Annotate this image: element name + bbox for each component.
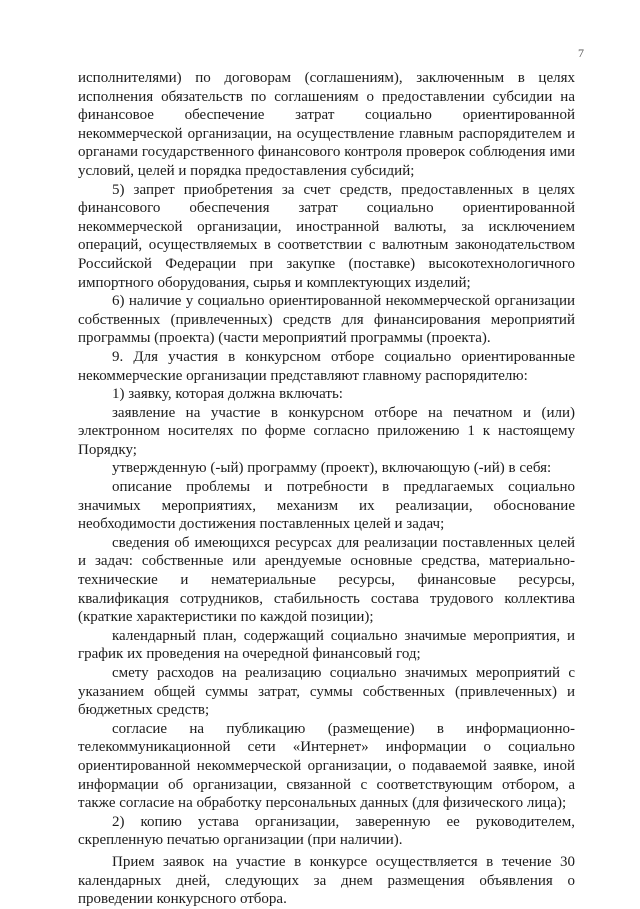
paragraph-cost-estimate: смету расходов на реализацию социально значимых мероприятий с указанием общей суммы затрат, суммы собственных (привлеченных) и бюджетных средств; <box>78 665 575 719</box>
paragraph-item-5: 5) запрет приобретения за счет средств, предоставленных в целях финансового обеспечения затрат социально ориентированной некоммерческой организации, иностранной валюты, за исключением операций, осуществляемых в соответствии с валютным законодательством Российской Федерации при закупке (поставке) высокотехнологичного импортного оборудования, сырья и комплектующих изделий; <box>78 181 575 291</box>
paragraph-continuation: исполнителями) по договорам (соглашениям), заключенным в целях исполнения обязательств по соглашениям о предоставлении субсидии на финансовое обеспечение затрат социально ориентированной некоммерческой организации, на осуществление главным распорядителем и органами государственного финансового контроля проверок соблюдения ими условий, целей и порядка предоставления субсидий; <box>78 70 575 179</box>
paragraph-application-heading: 1) заявку, которая должна включать: <box>112 386 343 403</box>
paragraph-approved-program: утвержденную (-ый) программу (проект), включающую (-ий) в себя: <box>112 460 552 477</box>
paragraph-section-9: 9. Для участия в конкурсном отборе социально ориентированные некоммерческие организации представляют главному распорядителю: <box>78 348 575 384</box>
document-body <box>78 69 575 909</box>
paragraph-application-deadline: Прием заявок на участие в конкурсе осуществляется в течение 30 календарных дней, следующих за днем размещения объявления о проведении конкурсного отбора. <box>78 853 575 908</box>
paragraph-application-statement: заявление на участие в конкурсном отборе на печатном и (или) электронном носителях по форме согласно приложению 1 к настоящему Порядку; <box>78 404 575 458</box>
paragraph-calendar-plan: календарный план, содержащий социально значимые мероприятия, и график их проведения на очередной финансовый год; <box>78 627 575 663</box>
page-number: 7 <box>578 46 584 60</box>
paragraph-publication-consent: согласие на публикацию (размещение) в информационно-телекоммуникационной сети «Интернет» информации о социально ориентированной некоммерческой организации, о подаваемой заявке, иной информации об организации, связанной с соответствующим отбором, а также согласие на обработку персональных данных (для физического лица); <box>78 720 575 812</box>
paragraph-item-6: 6) наличие у социально ориентированной некоммерческой организации собственных (привлеченных) средств для финансирования мероприятий программы (проекта) (части мероприятий программы (проекта). <box>78 293 575 347</box>
paragraph-charter-copy: 2) копию устава организации, заверенную ее руководителем, скрепленную печатью организации (при наличии). <box>78 813 575 849</box>
paragraph-resources: сведения об имеющихся ресурсах для реализации поставленных целей и задач: собственные или арендуемые основные средства, материально-технические и нематериальные ресурсы, финансовые ресурсы, квалификация сотрудников, стабильность состава трудового коллектива (краткие характеристики по каждой позиции); <box>78 534 575 626</box>
paragraph-problem-description: описание проблемы и потребности в предлагаемых социально значимых мероприятиях, механизм их реализации, обоснование необходимости достижения поставленных целей и задач; <box>78 479 575 533</box>
